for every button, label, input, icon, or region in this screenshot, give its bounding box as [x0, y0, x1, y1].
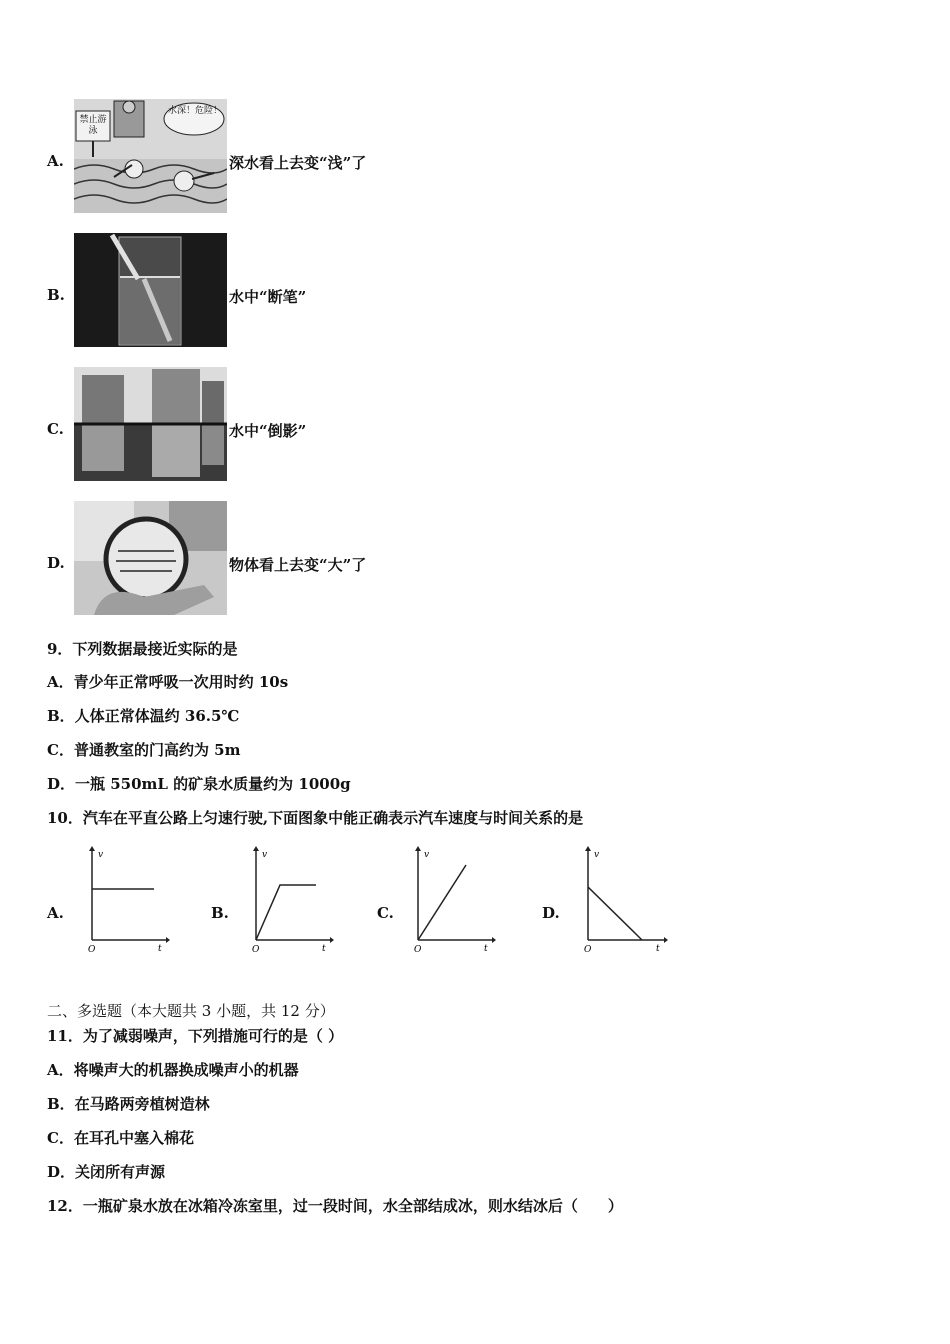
graph-a-xlabel: t — [158, 944, 162, 954]
graph-a-origin: O — [88, 945, 96, 955]
section2-title: 二、多选题（本大题共 3 小题，共 12 分） — [47, 1002, 335, 1020]
option-letter-c: C. — [47, 420, 64, 438]
q10-stem: 10．汽车在平直公路上匀速行驶,下面图象中能正确表示汽车速度与时间关系的是 — [47, 809, 584, 827]
option-c-caption: 水中“倒影” — [229, 422, 307, 440]
q9-option-b: B．人体正常体温约 36.5℃ — [47, 707, 240, 725]
graph-a-ylabel: v — [98, 850, 104, 860]
q9-option-c: C．普通教室的门高约为 5m — [47, 741, 241, 759]
q9-stem: 9．下列数据最接近实际的是 — [47, 640, 238, 658]
graph-d — [576, 845, 668, 955]
pencil-in-water-photo-icon — [74, 233, 227, 347]
graph-b-ylabel: v — [262, 850, 268, 860]
graph-b-xlabel: t — [322, 944, 326, 954]
option-letter-a: A. — [47, 152, 64, 170]
graph-b-origin: O — [252, 945, 260, 955]
graph-d-line — [588, 887, 642, 940]
graph-a — [80, 845, 170, 955]
q11-option-c: C．在耳孔中塞入棉花 — [47, 1129, 194, 1147]
graph-d-ylabel: v — [594, 850, 600, 860]
graph-c — [406, 845, 496, 955]
graph-d-origin: O — [584, 945, 592, 955]
graph-letter-a: A. — [47, 904, 64, 922]
sign-no-swimming: 禁止游泳 — [79, 115, 107, 136]
option-a-caption: 深水看上去变“浅”了 — [229, 154, 367, 172]
graph-c-line — [418, 865, 466, 940]
graph-d-xlabel: t — [656, 944, 660, 954]
graph-letter-c: C. — [377, 904, 394, 922]
q9-option-d: D．一瓶 550mL 的矿泉水质量约为 1000g — [47, 775, 351, 793]
option-letter-d: D. — [47, 554, 65, 572]
q11-option-b: B．在马路两旁植树造林 — [47, 1095, 210, 1113]
q11-option-d: D．关闭所有声源 — [47, 1163, 166, 1181]
option-d-caption: 物体看上去变“大”了 — [229, 556, 367, 574]
swimming-danger-illustration-icon — [74, 99, 227, 213]
graph-c-xlabel: t — [484, 944, 488, 954]
q11-option-a: A．将噪声大的机器换成噪声小的机器 — [47, 1061, 299, 1079]
building-reflection-photo-icon — [74, 367, 227, 481]
magnifier-photo-icon — [74, 501, 227, 615]
q12-stem: 12．一瓶矿泉水放在冰箱冷冻室里，过一段时间，水全部结成冰，则水结冰后（ ） — [47, 1197, 623, 1215]
graph-letter-d: D. — [542, 904, 560, 922]
option-letter-b: B. — [47, 286, 65, 304]
graph-b-line — [256, 885, 316, 940]
option-b-caption: 水中“断笔” — [229, 288, 307, 306]
graph-c-ylabel: v — [424, 850, 430, 860]
speech-bubble-danger: 水深！危险！ — [168, 106, 223, 116]
graph-letter-b: B. — [211, 904, 229, 922]
graph-c-origin: O — [414, 945, 422, 955]
q9-option-a: A．青少年正常呼吸一次用时约 10s — [47, 673, 289, 691]
q11-stem: 11．为了减弱噪声，下列措施可行的是（ ） — [47, 1027, 344, 1045]
graph-b — [244, 845, 334, 955]
